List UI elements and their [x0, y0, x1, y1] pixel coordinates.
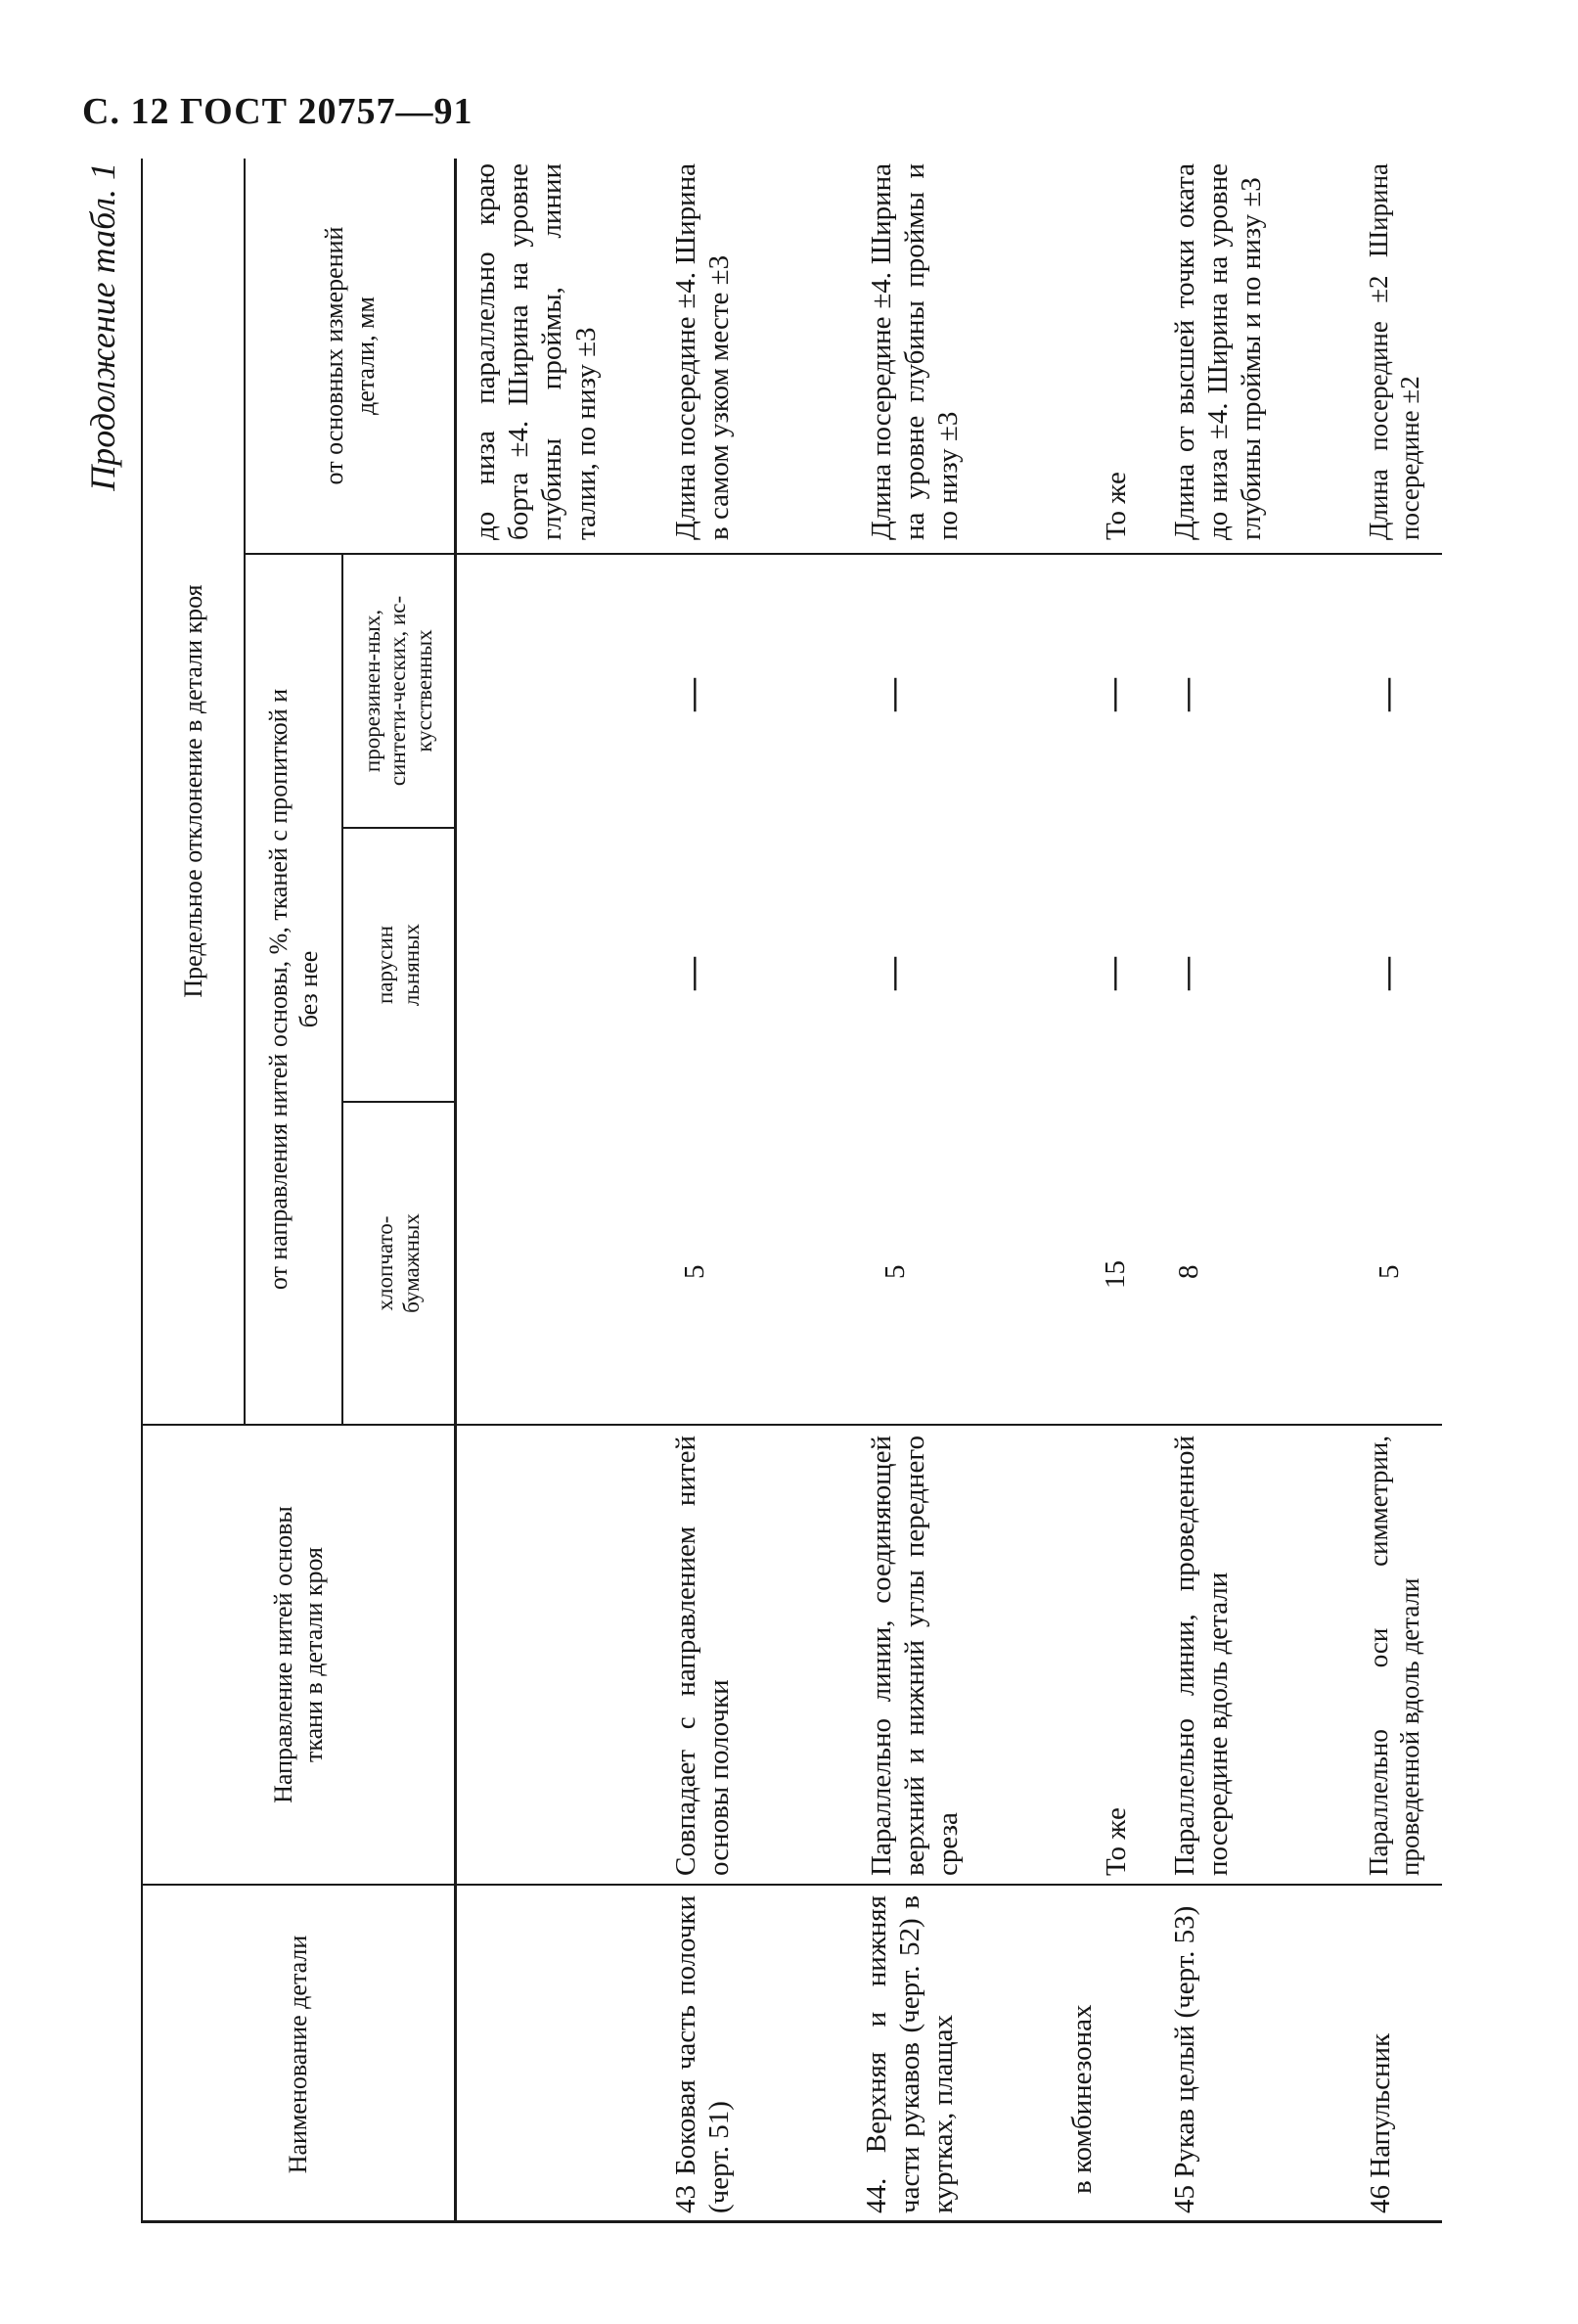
row44b-linen: — [1095, 957, 1131, 990]
row0-dimensions: до низа параллельно краю борта ±4. Ширина на уровне глубины проймы, линии талии, по низу ±3 [470, 163, 602, 540]
row45-direction: Параллельно линии, проведенной посередине вдоль детали [1169, 1435, 1235, 1876]
row44-rubber: — [875, 678, 911, 711]
row43-cotton: 5 [679, 1264, 710, 1279]
row44b-name: в комбинезонах [1066, 2004, 1098, 2194]
page-header: С. 12 ГОСТ 20757—91 [82, 91, 473, 132]
header-deviation: Предельное отклонение в детали кроя [178, 584, 207, 998]
line-h-body [454, 159, 457, 2223]
row45-name: 45 Рукав целый (черт. 53) [1169, 1905, 1200, 2213]
row44b-cotton: 15 [1100, 1260, 1131, 1289]
row46-linen: — [1369, 957, 1405, 990]
row44b-dimensions: То же [1101, 472, 1132, 540]
header-direction: Направление нитей основы ткани в детали кроя [268, 1506, 328, 1803]
row43-dimensions: Длина посередине ±4. Ширина в самом узком месте ±3 [670, 163, 736, 540]
row44b-rubber: — [1095, 678, 1131, 711]
header-linen: парусин льняных [373, 923, 424, 1007]
row43-linen: — [674, 957, 710, 990]
row44-name: 44. Верхняя и нижняя части рукавов (черт. 52) в куртках, плащах [861, 1895, 960, 2213]
table-caption: Продолжение табл. 1 [83, 162, 122, 491]
row45-cotton: 8 [1173, 1264, 1204, 1279]
row45-dimensions: Длина от высшей точки оката до низа ±4. Ширина на уровне глубины проймы и по низу ±3 [1169, 163, 1268, 540]
row46-direction: Параллельно оси симметрии, проведенной вдоль детали [1364, 1435, 1424, 1876]
header-name: Наименование детали [284, 1935, 313, 2174]
row46-rubber: — [1369, 678, 1405, 711]
row45-rubber: — [1168, 678, 1204, 711]
row44-direction: Параллельно линии, соединяющей верхний и нижний углы переднего среза [866, 1435, 965, 1876]
header-from-dimensions: от основных измерений детали, мм [320, 226, 380, 485]
row43-direction: Совпадает с направлением нитей основы полочки [670, 1435, 736, 1876]
row43-rubber: — [674, 678, 710, 711]
rotated-table [82, 159, 1442, 2223]
row46-cotton: 5 [1374, 1264, 1405, 1279]
header-cotton: хлопчато-бумажных [373, 1213, 424, 1313]
row43-name: 43 Боковая часть полочки (черт. 51) [670, 1895, 736, 2213]
header-rubber: прорезинен-ных, синтети-ческих, ис-кусственных [359, 595, 436, 787]
header-from-direction: от направления нитей основы, %, тканей с пропиткой и без нее [263, 688, 323, 1291]
row44-linen: — [875, 957, 911, 990]
row46-dimensions: Длина посередине ±2 Ширина посередине ±2 [1364, 163, 1424, 540]
row45-linen: — [1168, 957, 1204, 990]
row44-cotton: 5 [879, 1264, 911, 1279]
row46-name: 46 Напульсник [1365, 2032, 1396, 2213]
row44-dimensions: Длина посередине ±4. Ширина на уровне глубины проймы и по низу ±3 [866, 163, 965, 540]
row44b-direction: То же [1101, 1807, 1132, 1876]
